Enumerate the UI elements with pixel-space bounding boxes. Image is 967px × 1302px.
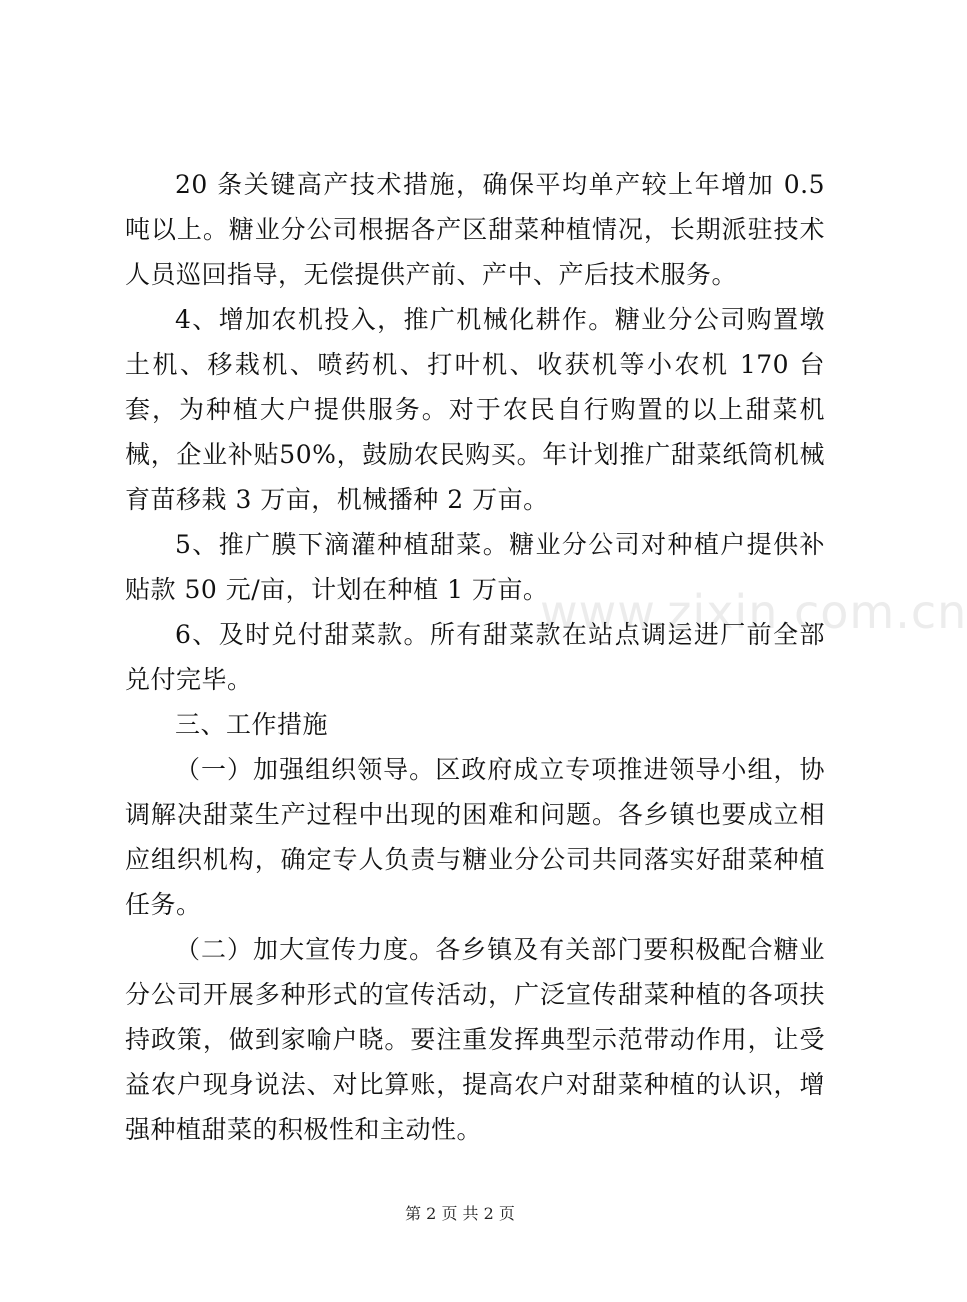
page-footer: 第 2 页 共 2 页 xyxy=(405,1204,515,1223)
paragraph: 20 条关键高产技术措施，确保平均单产较上年增加 0.5 吨以上。糖业分公司根据各产区甜菜种植情况，长期派驻技术人员巡回指导，无偿提供产前、产中、产后技术服务。 xyxy=(125,170,825,289)
document-body xyxy=(125,162,825,1152)
paragraph: （二）加大宣传力度。各乡镇及有关部门要积极配合糖业分公司开展多种形式的宣传活动，广泛宣传甜菜种植的各项扶持政策，做到家喻户晓。要注重发挥典型示范带动作用，让受益农户现身说法、对比算账，提高农户对甜菜种植的认识，增强种植甜菜的积极性和主动性。 xyxy=(125,935,825,1144)
paragraph: （一）加强组织领导。区政府成立专项推进领导小组，协调解决甜菜生产过程中出现的困难和问题。各乡镇也要成立相应组织机构，确定专人负责与糖业分公司共同落实好甜菜种植任务。 xyxy=(125,755,825,919)
paragraph: 6、及时兑付甜菜款。所有甜菜款在站点调运进厂前全部兑付完毕。 xyxy=(125,620,825,694)
paragraph: 4、增加农机投入，推广机械化耕作。糖业分公司购置墩土机、移栽机、喷药机、打叶机、收获机等小农机 170 台套，为种植大户提供服务。对于农民自行购置的以上甜菜机械，企业补贴50%，鼓励农民购买。年计划推广甜菜纸筒机械育苗移栽 3 万亩，机械播种 2 万亩。 xyxy=(125,305,825,514)
paragraph: 5、推广膜下滴灌种植甜菜。糖业分公司对种植户提供补贴款 50 元/亩，计划在种植 1 万亩。 xyxy=(125,530,825,604)
watermark-text: www.zixin.com.cn xyxy=(540,585,967,639)
paragraph: 三、工作措施 xyxy=(175,710,329,739)
